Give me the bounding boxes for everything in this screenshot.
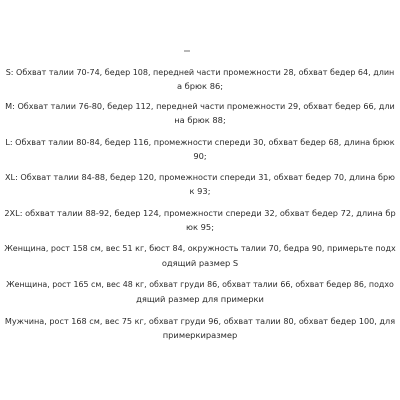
- model-woman-2-line-1: Женщина, рост 165 см, вес 48 кг, обхват груди 86, обхват талии 66, обхват бедер 86, подхо: [6, 280, 394, 289]
- model-woman-1-line-1: Женщина, рост 158 см, вес 51 кг, бюст 84, окружность талии 70, бедра 90, примерьте подх: [4, 244, 396, 253]
- separator-mark: [184, 50, 190, 52]
- model-man-line-2: примеркиразмер: [162, 330, 238, 340]
- model-woman-2-line-2: дящий размер для примерки: [136, 294, 264, 304]
- size-xl-line-1: XL: Обхват талии 84-88, бедер 120, промежности спереди 31, обхват бедер 70, длина брю: [5, 172, 395, 182]
- size-l-line-2: 90;: [193, 151, 207, 161]
- size-s-line-1: S: Обхват талии 70-74, бедер 108, передней части промежности 28, обхват бедер 64, длин: [5, 68, 395, 77]
- model-woman-1-line-2: одящий размер S: [161, 258, 239, 268]
- size-s-line-2: а брюк 86;: [176, 81, 224, 91]
- size-2xl-line-1: 2XL: обхват талии 88-92, бедер 124, промежности спереди 32, обхват бедер 72, длина бр: [4, 208, 396, 218]
- size-l-line-1: L: Обхват талии 80-84, бедер 116, промежности спереди 30, обхват бедер 68, длина брюк: [5, 137, 395, 147]
- size-m-line-2: на брюк 88;: [174, 115, 226, 125]
- size-xl-line-2: к 93;: [189, 186, 211, 196]
- model-man-line-1: Мужчина, рост 168 см, вес 75 кг, обхват груди 96, обхват талии 80, обхват бедер 100, для: [4, 316, 396, 326]
- size-m-line-1: M: Обхват талии 76-80, бедер 112, передней части промежности 29, обхват бедер 66, дли: [5, 101, 395, 111]
- size-2xl-line-2: юк 95;: [186, 222, 214, 232]
